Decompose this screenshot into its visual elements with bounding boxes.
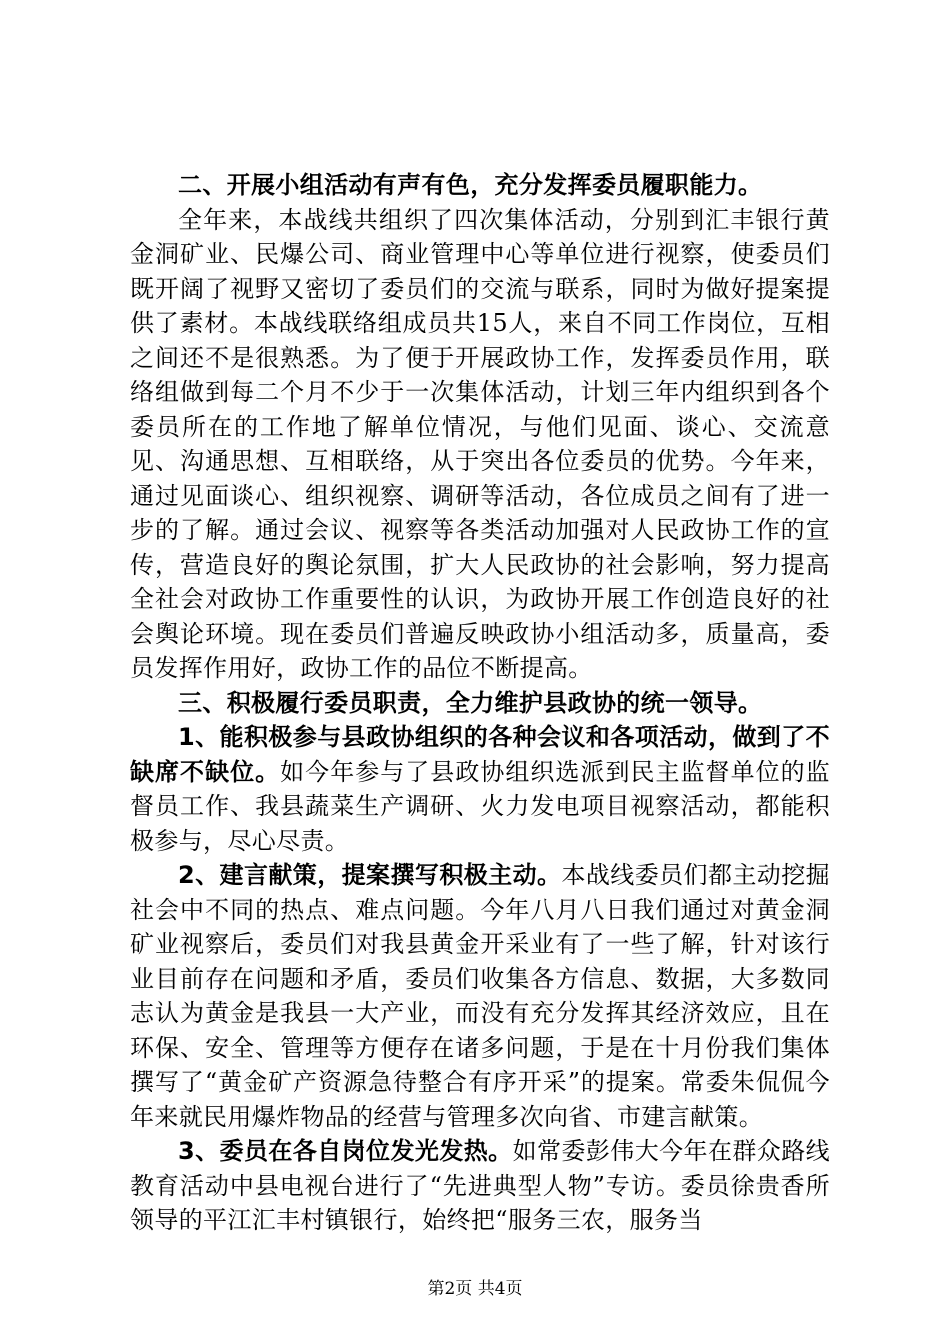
item-3-text: 如常委彭伟大今年在群众路线教育活动中县电视台进行了“先进典型人物”专访。委员徐贵香所领导的平江汇丰村镇银行，始终把“服务三农，服务当 bbox=[130, 1137, 830, 1234]
paragraph-group-activities: 全年来，本战线共组织了四次集体活动，分别到汇丰银行黄金洞矿业、民爆公司、商业管理中心等单位进行视察，使委员们既开阔了视野又密切了委员们的交流与联系，同时为做好提案提供了素材。本战线联络组成员共15人，来自不同工作岗位，互相之间还不是很熟悉。为了便于开展政协工作，发挥委员作用，联络组做到每二个月不少于一次集体活动，计划三年内组织到各个委员所在的工作地了解单位情况，与他们见面、谈心、交流意见、沟通思想、互相联络，从于突出各位委员的优势。今年来，通过见面谈心、组织视察、调研等活动，各位成员之间有了进一步的了解。通过会议、视察等各类活动加强对人民政协工作的宣传，营造良好的舆论氛围，扩大人民政协的社会影响，努力提高全社会对政协工作重要性的认识，为政协开展工作创造良好的社会舆论环境。现在委员们普遍反映政协小组活动多，质量高，委员发挥作用好，政协工作的品位不断提高。 bbox=[130, 205, 830, 682]
item-1-paragraph bbox=[130, 720, 830, 858]
item-2-text: 本战线委员们都主动挖掘社会中不同的热点、难点问题。今年八月八日我们通过对黄金洞矿业视察后，委员们对我县黄金开采业有了一些了解，针对该行业目前存在问题和矛盾，委员们收集各方信息、数据，大多数同志认为黄金是我县一大产业，而没有充分发挥其经济效应，且在环保、安全、管理等方便存在诸多问题，于是在十月份我们集体撰写了“黄金矿产资源急待整合有序开采”的提案。常委朱侃侃今年来就民用爆炸物品的经营与管理多次向省、市建言献策。 bbox=[130, 861, 830, 1131]
item-2-lead: 2、建言献策，提案撰写积极主动。 bbox=[178, 861, 562, 889]
section-heading-3: 三、积极履行委员职责，全力维护县政协的统一领导。 bbox=[178, 688, 763, 717]
item-1-text: 如今年参与了县政协组织选派到民主监督单位的监督员工作、我县蔬菜生产调研、火力发电项目视察活动，都能积极参与，尽心尽责。 bbox=[130, 757, 831, 855]
page-footer: 第2页 共4页 bbox=[427, 1279, 523, 1299]
item-1-lead: 1、能积极参与县政协组织的各种会议和各项活动，做到了不缺席不缺位。 bbox=[130, 723, 830, 786]
item-3-paragraph bbox=[130, 1134, 830, 1238]
document-body bbox=[130, 168, 830, 1238]
item-3-lead: 3、委员在各自岗位发光发热。 bbox=[178, 1137, 513, 1165]
item-2-paragraph bbox=[130, 858, 830, 1134]
section-heading-2: 二、开展小组活动有声有色，充分发挥委员履职能力。 bbox=[178, 171, 763, 199]
